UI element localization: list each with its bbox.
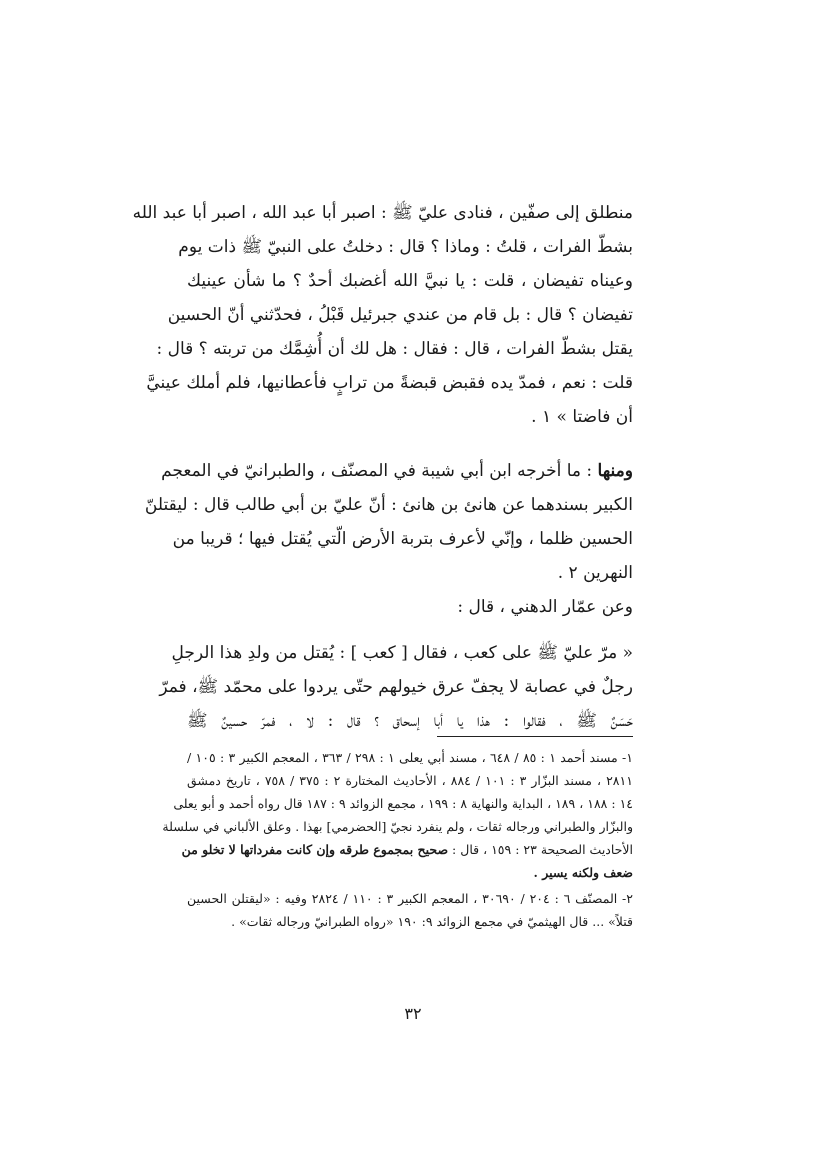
footnote-emphasis: صحيح بمجموع طرقه وإن كانت مفرداتها لا تخلو من bbox=[181, 842, 449, 857]
text-line: الكبير بسندهما عن هانئ بن هانئ : أنّ عليّ بن أبي طالب قال : ليقتلنّ bbox=[144, 495, 633, 515]
footnote-emphasis: ضعف ولكنه يسير . bbox=[533, 865, 633, 880]
text-line: منطلق إلى صفّين ، فنادى عليّ ﷺ : اصبر أبا عبد الله ، اصبر أبا عبد الله bbox=[132, 203, 633, 223]
footnote-line: ٢٨١١ ، مسند البزّار ٣ : ١٠١ / ٨٨٤ ، الأحاديث المختارة ٢ : ٣٧٥ / ٧٥٨ ، تاريخ دمشق bbox=[187, 773, 633, 788]
text-line: حَسَنٌ ﷺ ، فقالوا : هذا يا أبا إسحاق ؟ قال : لا ، فمرّ حسينٌ ﷺ bbox=[187, 711, 633, 731]
footnote-line bbox=[181, 838, 633, 861]
text-line: يقتل بشطّ الفرات ، قال : فقال : هل لك أن أُشِمَّك من تربته ؟ قال : bbox=[156, 339, 633, 359]
footnotes bbox=[162, 746, 633, 933]
footnote-line: ١٤ : ١٨٨ ، ١٨٩ ، البداية والنهاية ٨ : ١٩٩ ، مجمع الزوائد ٩ : ١٨٧ قال رواه أحمد و أبو يعلى bbox=[173, 796, 633, 811]
footnote-line: قتلاً» ... قال الهيثميّ في مجمع الزوائد ٩: ١٩٠ «رواه الطبرانيّ ورجاله ثقات» . bbox=[231, 914, 633, 929]
page-number: ٣٢ bbox=[404, 1004, 422, 1023]
text-segment: : ما أخرجه ابن أبي شيبة في المصنّف ، والطبرانيّ في المعجم bbox=[161, 461, 598, 481]
main-text bbox=[132, 196, 633, 738]
paragraph-2 bbox=[144, 454, 633, 590]
paragraph-spacer bbox=[187, 624, 633, 636]
text-line bbox=[161, 454, 633, 488]
paragraph-4 bbox=[159, 636, 633, 738]
text-line: قلت : نعم ، فمدّ يده فقبض قبضةً من ترابٍ فأعطانيها، فلم أملك عينيَّ bbox=[146, 373, 633, 393]
text-line: « مرّ عليّ ﷺ على كعب ، فقال [ كعب ] : يُقتل من ولدِ هذا الرجلِ bbox=[171, 643, 633, 663]
text-line: الحسين ظلما ، وإنّي لأعرف بتربة الأرض الّتي يُقتل فيها ؛ قريبا من bbox=[172, 529, 633, 549]
footnote-line bbox=[187, 861, 633, 884]
footnote-line: ٢- المصنّف ٦ : ٢٠٤ / ٣٠٦٩٠ ، المعجم الكبير ٣ : ١١٠ / ٢٨٢٤ وفيه : «ليقتلن الحسين bbox=[187, 891, 633, 906]
text-line: بشطّ الفرات ، قلتُ : وماذا ؟ قال : دخلتُ على النبيّ ﷺ ذات يوم bbox=[178, 237, 633, 257]
text-line: أن فاضتا » ١ . bbox=[531, 407, 633, 427]
text-line: وعيناه تفيضان ، قلت : يا نبيَّ الله أغضبك أحدٌ ؟ ما شأن عينيك bbox=[187, 271, 633, 291]
footnote-line: ١- مسند أحمد ١ : ٨٥ / ٦٤٨ ، مسند أبي يعلى ١ : ٢٩٨ / ٣٦٣ ، المعجم الكبير ٣ : ١٠٥ / bbox=[187, 750, 633, 765]
footnote-1 bbox=[162, 746, 633, 884]
text-line: تفيضان ؟ قال : بل قام من عندي جبرئيل قَبْلُ ، فحدّثني أنّ الحسين bbox=[167, 305, 633, 325]
paragraph-lead-word: ومنها bbox=[597, 461, 633, 481]
paragraph-3 bbox=[187, 590, 633, 624]
text-line: رجلٌ في عصابة لا يجفّ عرق خيولهم حتّى يردوا على محمّد ﷺ، فمرّ bbox=[159, 677, 633, 697]
text-line: وعن عمّار الدهني ، قال : bbox=[457, 597, 633, 617]
footnote-line: والبزّار والطبراني ورجاله ثقات ، ولم ينفرد نجيّ [الحضرمي] بهذا . وعلق الألباني في سلسلة bbox=[162, 819, 633, 834]
text-line: النهرين ٢ . bbox=[557, 563, 633, 583]
paragraph-1 bbox=[132, 196, 633, 434]
footnote-divider bbox=[437, 736, 633, 737]
footnote-segment: الأحاديث الصحيحة ٢٣ : ١٥٩ ، قال : bbox=[448, 842, 633, 857]
footnote-2 bbox=[187, 887, 633, 933]
paragraph-spacer bbox=[187, 434, 633, 454]
